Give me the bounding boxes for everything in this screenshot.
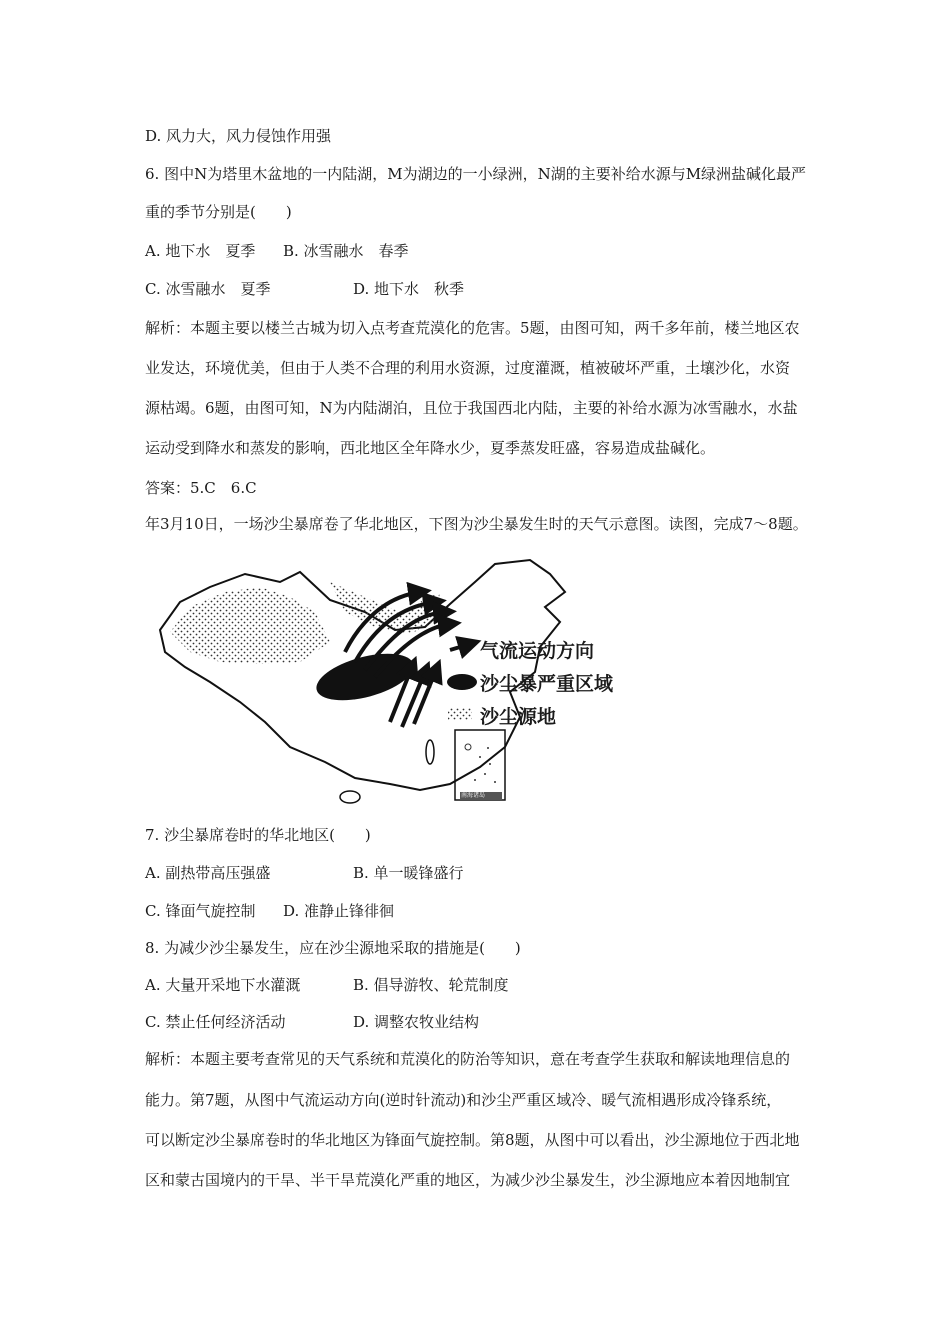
analysis-7-8-line3: 可以断定沙尘暴席卷时的华北地区为锋面气旋控制。第8题，从图中可以看出，沙尘源地位于西北地: [145, 1131, 800, 1149]
analysis-5-6-line2: 业发达，环境优美，但由于人类不合理的利用水资源，过度灌溉，植被破坏严重，土壤沙化，水资: [145, 359, 791, 377]
legend-airflow-label: 气流运动方向: [480, 640, 595, 662]
analysis-7-8-line1: 解析：本题主要考查常见的天气系统和荒漠化的防治等知识，意在考查学生获取和解读地理信息的: [145, 1050, 791, 1068]
option-d-q7: D. 准静止锋徘徊: [283, 902, 395, 920]
option-d-q5: D. 风力大，风力侵蚀作用强: [145, 127, 332, 145]
option-c-q6: C. 冰雪融水 夏季: [145, 280, 271, 298]
option-d-q6: D. 地下水 秋季: [353, 280, 465, 298]
severe-storm-region: [312, 645, 419, 710]
analysis-7-8-line4: 区和蒙古国境内的干旱、半干旱荒漠化严重的地区，为减少沙尘暴发生，沙尘源地应本着因地制宜: [145, 1171, 791, 1189]
legend-airflow-symbol: [450, 644, 470, 650]
option-b-q6: B. 冰雪融水 春季: [283, 242, 409, 260]
inset-frame: [455, 730, 505, 800]
legend-source-label: 沙尘源地: [480, 706, 557, 728]
question-7: 7. 沙尘暴席卷时的华北地区( ): [145, 826, 371, 844]
legend-storm-symbol: [447, 674, 477, 690]
option-c-q7: C. 锋面气旋控制: [145, 902, 256, 920]
option-b-q7: B. 单一暖锋盛行: [353, 864, 464, 882]
intro-7-8: 年3月10日，一场沙尘暴席卷了华北地区，下图为沙尘暴发生时的天气示意图。读图，完成7～8题。: [145, 515, 808, 533]
analysis-7-8-line2: 能力。第7题，从图中气流运动方向(逆时针流动)和沙尘严重区域冷、暖气流相遇形成冷锋系统，: [145, 1091, 782, 1109]
option-c-q8: C. 禁止任何经济活动: [145, 1013, 286, 1031]
legend-storm-label: 沙尘暴严重区域: [480, 673, 614, 695]
question-6: 6. 图中N为塔里木盆地的一内陆湖，M为湖边的一小绿洲，N湖的主要补给水源与M绿洲盐碱化最严: [145, 165, 807, 183]
inset-islands: [465, 744, 496, 783]
option-a-q6: A. 地下水 夏季: [145, 242, 256, 260]
option-d-q8: D. 调整农牧业结构: [353, 1013, 480, 1031]
question-8: 8. 为减少沙尘暴发生，应在沙尘源地采取的措施是( ): [145, 939, 521, 957]
option-a-q8: A. 大量开采地下水灌溉: [145, 976, 301, 994]
option-a-q7: A. 副热带高压强盛: [145, 864, 271, 882]
analysis-5-6-line4: 运动受到降水和蒸发的影响，西北地区全年降水少，夏季蒸发旺盛，容易造成盐碱化。: [145, 439, 716, 457]
analysis-5-6-line3: 源枯竭。6题，由图可知，N为内陆湖泊，且位于我国西北内陆，主要的补给水源为冰雪融水，水盐: [145, 399, 798, 417]
legend-source-symbol: [448, 708, 472, 720]
answer-5-6: 答案：5.C 6.C: [145, 479, 257, 497]
dust-source-west: [170, 587, 330, 664]
sandstorm-weather-map: [150, 552, 640, 804]
inset-label: 南海诸岛: [461, 792, 486, 799]
analysis-5-6-line1: 解析：本题主要以楼兰古城为切入点考查荒漠化的危害。5题，由图可知，两千多年前，楼兰地区农: [145, 319, 800, 337]
question-6-cont: 重的季节分别是( ): [145, 203, 292, 221]
option-b-q8: B. 倡导游牧、轮荒制度: [353, 976, 509, 994]
